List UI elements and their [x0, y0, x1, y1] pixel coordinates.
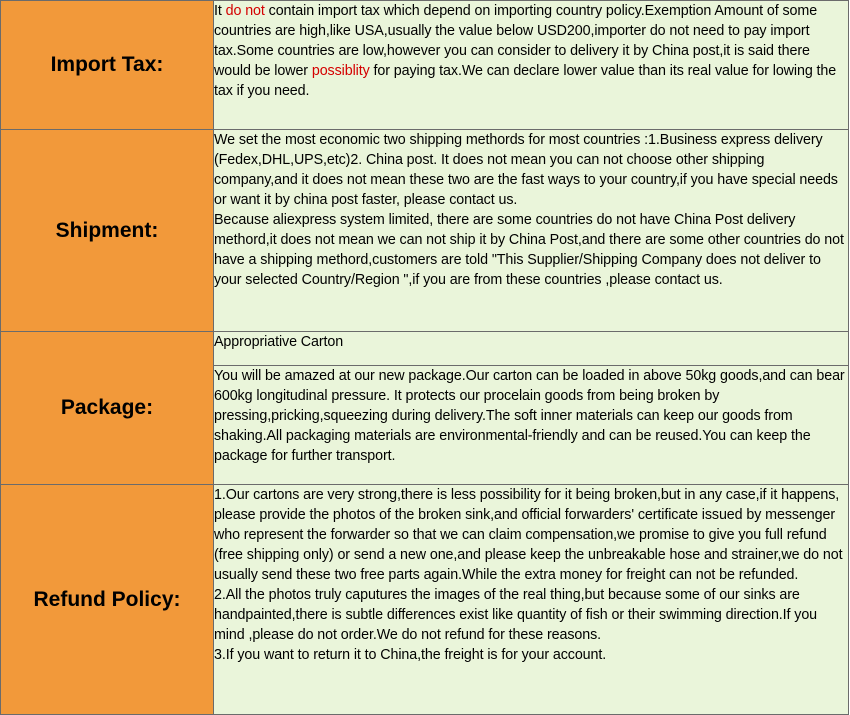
package-carton-text: Appropriative Carton [214, 334, 344, 350]
refund-paragraph-3: 3.If you want to return it to China,the freight is for your account. [214, 647, 607, 663]
package-label: Package: [1, 332, 214, 485]
shipment-paragraph-2: Because aliexpress system limited, there are some countries do not have China Post delivery methord,it does not mean we can not ship it by China Post,and there are some other countries do not have a shipping methord,customers are told "This Supplier/Shipping Company does not deliver to your selected Country/Region ",if you are from these countries ,please contact us. [214, 212, 844, 288]
import-tax-text-pre: It [214, 3, 226, 19]
import-tax-row [1, 1, 849, 130]
package-carton-row [1, 332, 849, 366]
refund-paragraph-2: 2.All the photos truly caputures the images of the real thing,but because some of our sinks are handpainted,there is subtle differences exist like quantity of fish or their swimming direction.If you mind ,please do not order.We do not refund for these reasons. [214, 587, 818, 643]
import-tax-highlight-possiblity: possiblity [311, 63, 370, 79]
import-tax-label: Import Tax: [1, 1, 214, 130]
package-text: You will be amazed at our new package.Our carton can be loaded in above 50kg goods,and can bear 600kg longitudinal pressure. It protects our procelain goods from being broken by pressing,pricking,squeezing during delivery.The soft inner materials can keep our goods from shaking.All packaging materials are environmental-friendly and can be reused.You can keep the package for further transport. [214, 368, 845, 464]
import-tax-text [214, 1, 848, 101]
package-content [214, 366, 849, 485]
import-tax-text-mid: contain import tax which depend on importing country policy.Exemption Amount of some countries are high,like USA,usually the value below USD200,importer do not need to pay import tax.Some countries are low,however you can consider to delivery it by China post,it is said there would be lower [214, 3, 818, 79]
shipment-label: Shipment: [1, 130, 214, 332]
package-carton-cell [214, 332, 849, 366]
shipment-row [1, 130, 849, 332]
refund-label: Refund Policy: [1, 485, 214, 715]
import-tax-text-post: for paying tax.We can declare lower value than its real value for lowing the tax if you need. [214, 63, 837, 99]
refund-content [214, 485, 849, 715]
refund-row [1, 485, 849, 715]
refund-paragraph-1: 1.Our cartons are very strong,there is less possibility for it being broken,but in any case,if it happens, please provide the photos of the broken sink,and official forwarders' certificate issued by messenger who represent the forwarder so that we can claim compensation,we promise to give you full refund (free shipping only) or send a new one,and please keep the unbreakable hose and strainer,we do not usually send these two free parts again.While the extra money for freight can not be refunded. [214, 487, 843, 583]
shipment-content [214, 130, 849, 332]
import-tax-highlight-do-not: do not [225, 3, 265, 19]
shipment-paragraph-1: We set the most economic two shipping methords for most countries :1.Business express delivery (Fedex,DHL,UPS,etc)2. China post. It does not mean you can not choose other shipping company,and it does not mean these two are the fast ways to your country,if you have special needs or want it by china post faster, please contact us. [214, 132, 838, 208]
import-tax-content [214, 1, 849, 130]
